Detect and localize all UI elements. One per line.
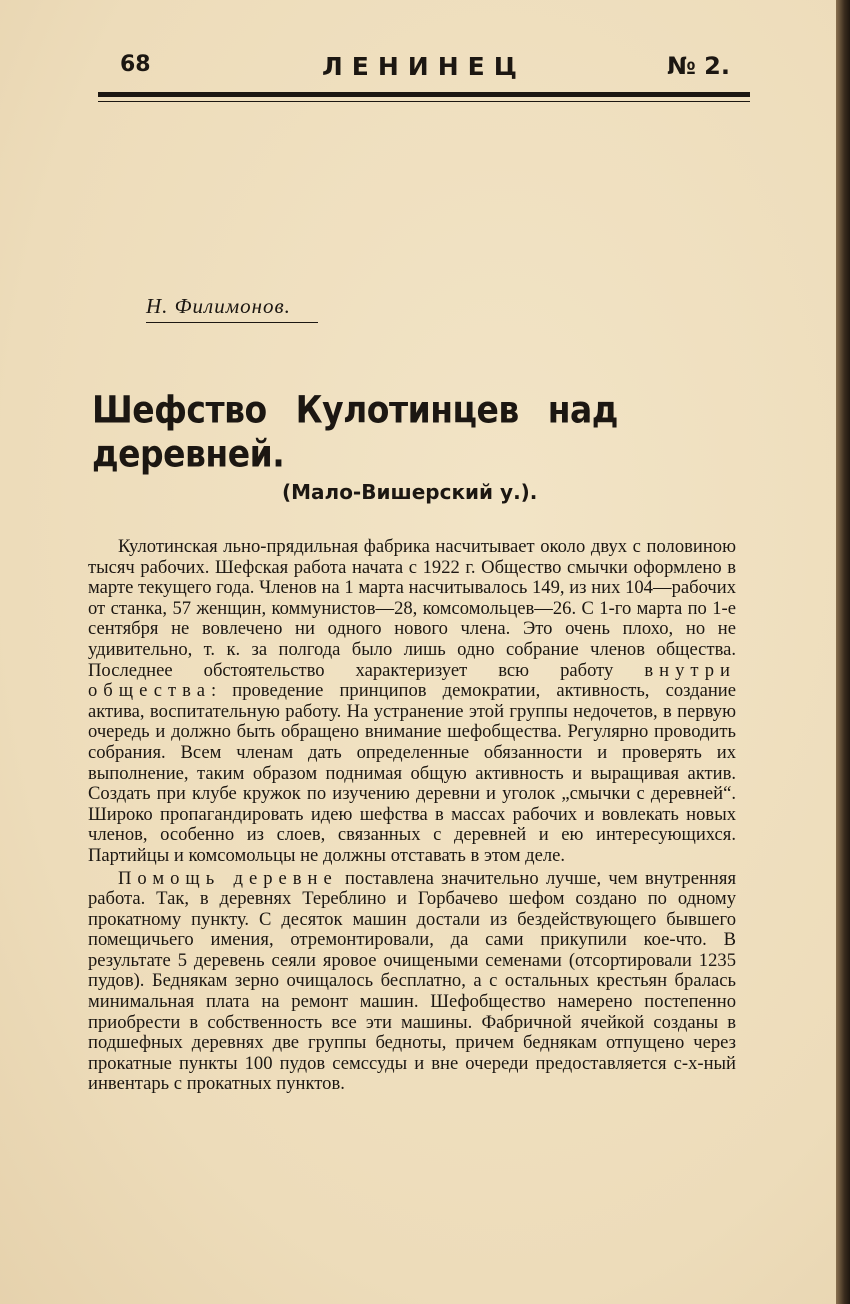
header-rule-thick bbox=[98, 92, 750, 97]
article-author: Н. Филимонов. bbox=[146, 294, 291, 318]
paragraph-2-text: поставлена значительно лучше, чем внутренняя работа. Так, в деревнях Тереблино и Горбачево шефом создано по одному прокатному пункту. С десяток машин достали из бездействующего бывшего помещичьего имения, отремонтировали, да сами прикупили кое-что. В результате 5 деревень сеяли яровое очищеными семенами (отсортировали 1235 пудов). Беднякам зерно очищалось бесплатно, а с остальных крестьян бралась минимальная плата на ремонт машин. Шефобщество намерено постепенно приобрести в собственность все эти машины. Фабричной ячейкой созданы в подшефных деревнях две группы бедноты, причем беднякам отпущено через прокатные пункты 100 пудов семссуды и вне очереди предоставляется с-х-ный инвентарь с прокатных пунктов. bbox=[88, 867, 736, 1095]
article-subtitle: (Мало-Вишерский у.). bbox=[282, 480, 538, 504]
author-underline bbox=[146, 322, 318, 323]
header-rule-thin bbox=[98, 101, 750, 102]
page-edge-shadow bbox=[836, 0, 850, 1304]
running-header bbox=[98, 50, 750, 94]
page-number: 68 bbox=[120, 52, 151, 77]
paragraph-1-emphasis: внутри общества bbox=[88, 659, 736, 702]
issue-number: № 2. bbox=[666, 52, 730, 80]
paragraph-2 bbox=[88, 869, 736, 1096]
paragraph-2-emphasis: Помощь деревне bbox=[118, 867, 338, 889]
paragraph-1-end: : проведение принципов демократии, активность, создание актива, воспитательную работу. На устранение этой группы недочетов, в первую очередь и должно быть обращено внимание шефобщества. Регулярно проводить собрания. Всем членам дать определенные обязанности и проверять их выполнение, таким образом поднимая общую активность и выращивая актив. Создать при клубе кружок по изучению деревни и уголок „смычки с деревней“. Широко пропагандировать идею шефства в массах рабочих и вовлекать новых членов, особенно из слоев, связанных с деревней и ею интересующихся. Партийцы и комсомольцы не должны отставать в этом деле. bbox=[88, 680, 736, 866]
paragraph-1 bbox=[88, 537, 736, 867]
paragraph-1-start: Кулотинская льно-прядильная фабрика насчитывает около двух с половиною тысяч рабочих. Шефская работа начата с 1922 г. Общество смычки оформлено в марте текущего года. Членов на 1 марта насчитывалось 149, из них 104—рабочих от станка, 57 женщин, коммунистов—28, комсомольцев—26. С 1-го марта по 1-е сентября не вовлечено ни одного нового члена. Это очень плохо, но не удивительно, т. к. за полгода было лишь одно собрание членов общества. Последнее обстоятельство характеризует всю работу bbox=[88, 536, 736, 681]
article-body bbox=[88, 537, 736, 1097]
article-title: Шефство Кулотинцев над деревней. bbox=[92, 388, 618, 476]
journal-title: ЛЕНИНЕЦ bbox=[322, 52, 526, 81]
